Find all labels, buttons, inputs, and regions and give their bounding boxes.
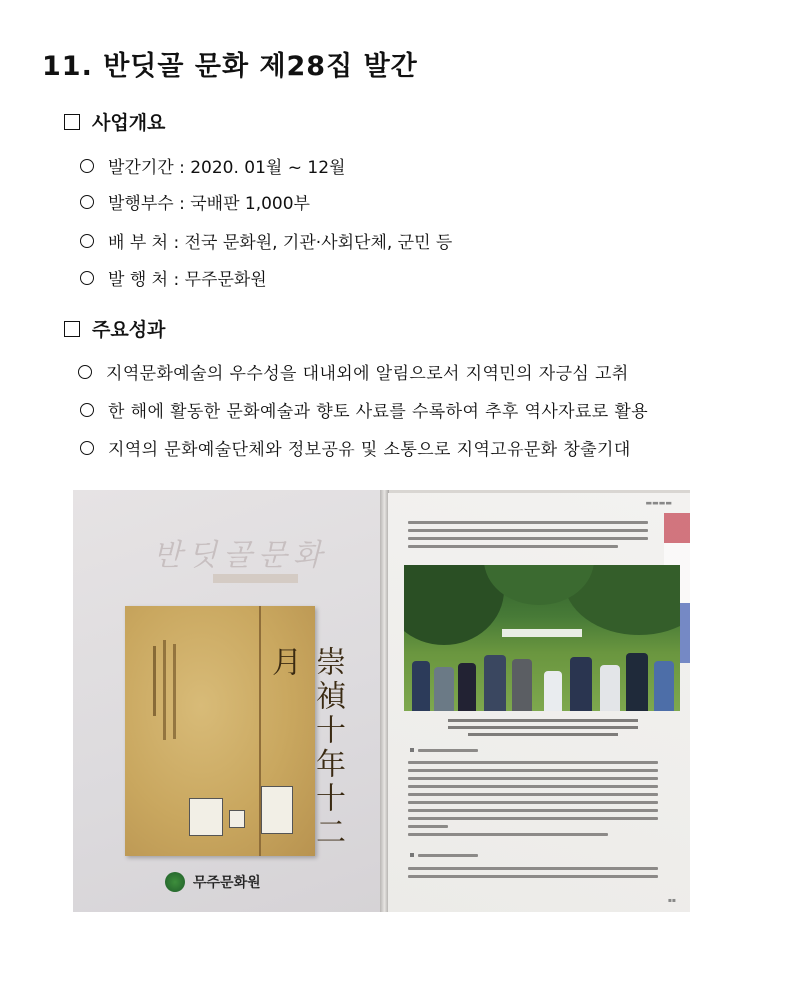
section-heading-overview xyxy=(64,108,165,135)
book-cover-page xyxy=(73,490,381,912)
overview-item-text: 발 행 처 : 무주문화원 xyxy=(108,270,267,290)
body-text-line xyxy=(408,875,658,878)
result-item xyxy=(80,435,631,460)
memorial-ceremony-photo xyxy=(404,565,680,711)
body-text-line xyxy=(408,529,648,532)
circle-bullet-icon xyxy=(80,195,94,209)
person xyxy=(458,663,476,711)
body-text-line xyxy=(408,867,658,870)
old-document-image xyxy=(125,606,345,856)
document-small-script xyxy=(163,640,166,740)
publisher-emblem-icon xyxy=(165,872,185,892)
body-text-line xyxy=(408,833,608,836)
book-photo xyxy=(73,490,690,912)
subsection-bullet xyxy=(410,748,414,752)
document-small-script xyxy=(153,646,156,716)
body-text-line xyxy=(408,545,618,548)
subsection-title-line xyxy=(418,749,478,752)
overview-item xyxy=(80,153,345,178)
publisher-name: 무주문화원 xyxy=(193,875,261,891)
body-text-line xyxy=(408,785,658,788)
person xyxy=(626,653,648,711)
person xyxy=(484,655,506,711)
person xyxy=(512,659,532,711)
person xyxy=(654,661,674,711)
overview-item xyxy=(80,189,310,214)
result-item-text: 지역의 문화예술단체와 정보공유 및 소통으로 지역고유문화 창출기대 xyxy=(108,440,631,460)
body-text-line xyxy=(408,769,658,772)
circle-bullet-icon xyxy=(78,365,92,379)
person xyxy=(412,661,430,711)
body-text-line xyxy=(408,777,658,780)
book-inner-page xyxy=(388,493,690,912)
photo-caption-line xyxy=(448,726,638,729)
person xyxy=(570,657,592,711)
body-text-line xyxy=(408,537,648,540)
section-heading-label: 사업개요 xyxy=(92,112,166,134)
circle-bullet-icon xyxy=(80,159,94,173)
body-text-line xyxy=(408,801,658,804)
circle-bullet-icon xyxy=(80,441,94,455)
circle-bullet-icon xyxy=(80,234,94,248)
overview-item-text: 발행부수 : 국배판 1,000부 xyxy=(108,194,310,214)
person xyxy=(600,665,620,711)
overview-item-text: 배 부 처 : 전국 문화원, 기관·사회단체, 군민 등 xyxy=(108,233,453,253)
overview-item xyxy=(80,265,267,290)
body-text-line xyxy=(408,793,658,796)
memorial-banner xyxy=(502,629,582,637)
result-item-text: 지역문화예술의 우수성을 대내외에 알림으로서 지역민의 자긍심 고취 xyxy=(106,364,629,384)
section-heading-label: 주요성과 xyxy=(92,319,166,341)
subsection-bullet xyxy=(410,853,414,857)
result-item xyxy=(78,359,629,384)
circle-bullet-icon xyxy=(80,403,94,417)
photo-caption-line xyxy=(448,719,638,722)
body-text-line xyxy=(408,825,448,828)
volume-band xyxy=(213,574,298,583)
cover-title: 반딧골문화 xyxy=(153,538,328,573)
publisher-logo xyxy=(165,872,261,892)
body-text-line xyxy=(408,761,658,764)
body-text-line xyxy=(408,809,658,812)
circle-bullet-icon xyxy=(80,271,94,285)
person xyxy=(434,667,454,711)
page-number: ▪▪ xyxy=(667,897,676,904)
document-small-script xyxy=(173,644,176,739)
result-item-text: 한 해에 활동한 문화예술과 향토 사료를 수록하여 추후 역사자료로 활용 xyxy=(108,402,649,422)
overview-item xyxy=(80,228,452,253)
crowd xyxy=(404,651,680,711)
square-bullet-icon xyxy=(64,114,80,130)
square-bullet-icon xyxy=(64,321,80,337)
page-header-mark: ▬▬▬▬ xyxy=(645,499,672,507)
document-seal-stamp xyxy=(261,786,293,834)
subsection-title-line xyxy=(418,854,478,857)
page-title: 11. 반딧골 문화 제28집 발간 xyxy=(42,51,418,82)
body-text-line xyxy=(408,521,648,524)
document-seal-stamp xyxy=(229,810,245,828)
overview-item-text: 발간기간 : 2020. 01월 ~ 12월 xyxy=(108,158,346,178)
person xyxy=(544,671,562,711)
section-heading-results xyxy=(64,315,165,342)
photo-caption-line xyxy=(468,733,618,736)
document-main-text: 崇禎十年十二月 xyxy=(266,646,345,850)
body-text-line xyxy=(408,817,658,820)
document-seal-stamp xyxy=(189,798,223,836)
result-item xyxy=(80,397,648,422)
